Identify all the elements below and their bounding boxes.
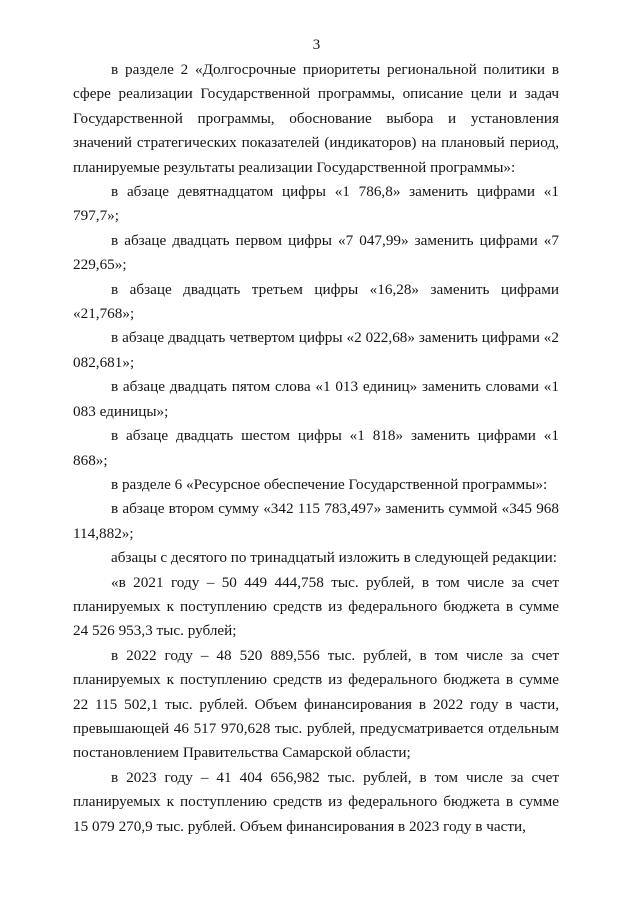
paragraph-year-2022: в 2022 году – 48 520 889,556 тыс. рублей, в том числе за счет планируемых к поступлению средств из федерального бюджета в сумме 22 115 502,1 тыс. рублей. Объем финансирования в 2022 году в части, превышающей 46 517 970,628 тыс. рублей, предусматривается отдельным постановлением Правительства Самарской области; [73,646,559,762]
paragraph-item-19: в абзаце девятнадцатом цифры «1 786,8» заменить цифрами «1 797,7»; [73,183,559,225]
paragraph-section-2-intro: в разделе 2 «Долгосрочные приоритеты региональной политики в сфере реализации Государственной программы, описание цели и задач Государственной программы, обоснование выбора и установления значений стратегических показателей (индикаторов) на плановый период, планируемые результаты реализации Государственной программы»: [73,61,559,176]
paragraph-year-2023: в 2023 году – 41 404 656,982 тыс. рублей, в том числе за счет планируемых к поступлению средств из федерального бюджета в сумме 15 079 270,9 тыс. рублей. Объем финансирования в 2023 году в части, [73,768,559,835]
paragraph-item-24: в абзаце двадцать четвертом цифры «2 022,68» заменить цифрами «2 082,681»; [73,329,559,371]
page-number: 3 [312,37,321,53]
paragraph-replace-instruction: абзацы с десятого по тринадцатый изложить в следующей редакции: [111,549,557,567]
paragraph-section-6-intro: в разделе 6 «Ресурсное обеспечение Государственной программы»: [111,475,548,493]
paragraph-item-25: в абзаце двадцать пятом слова «1 013 единиц» заменить словами «1 083 единицы»; [73,378,559,420]
paragraph-item-23: в абзаце двадцать третьем цифры «16,28» заменить цифрами «21,768»; [73,280,559,323]
paragraph-item-26: в абзаце двадцать шестом цифры «1 818» заменить цифрами «1 868»; [73,427,559,469]
paragraph-item-21: в абзаце двадцать первом цифры «7 047,99» заменить цифрами «7 229,65»; [73,231,559,274]
document-body [73,58,559,839]
paragraph-year-2021: «в 2021 году – 50 449 444,758 тыс. рублей, в том числе за счет планируемых к поступлению средств из федерального бюджета в сумме 24 526 953,3 тыс. рублей; [73,573,559,640]
paragraph-item-2-sum: в абзаце втором сумму «342 115 783,497» заменить суммой «345 968 114,882»; [73,500,559,542]
